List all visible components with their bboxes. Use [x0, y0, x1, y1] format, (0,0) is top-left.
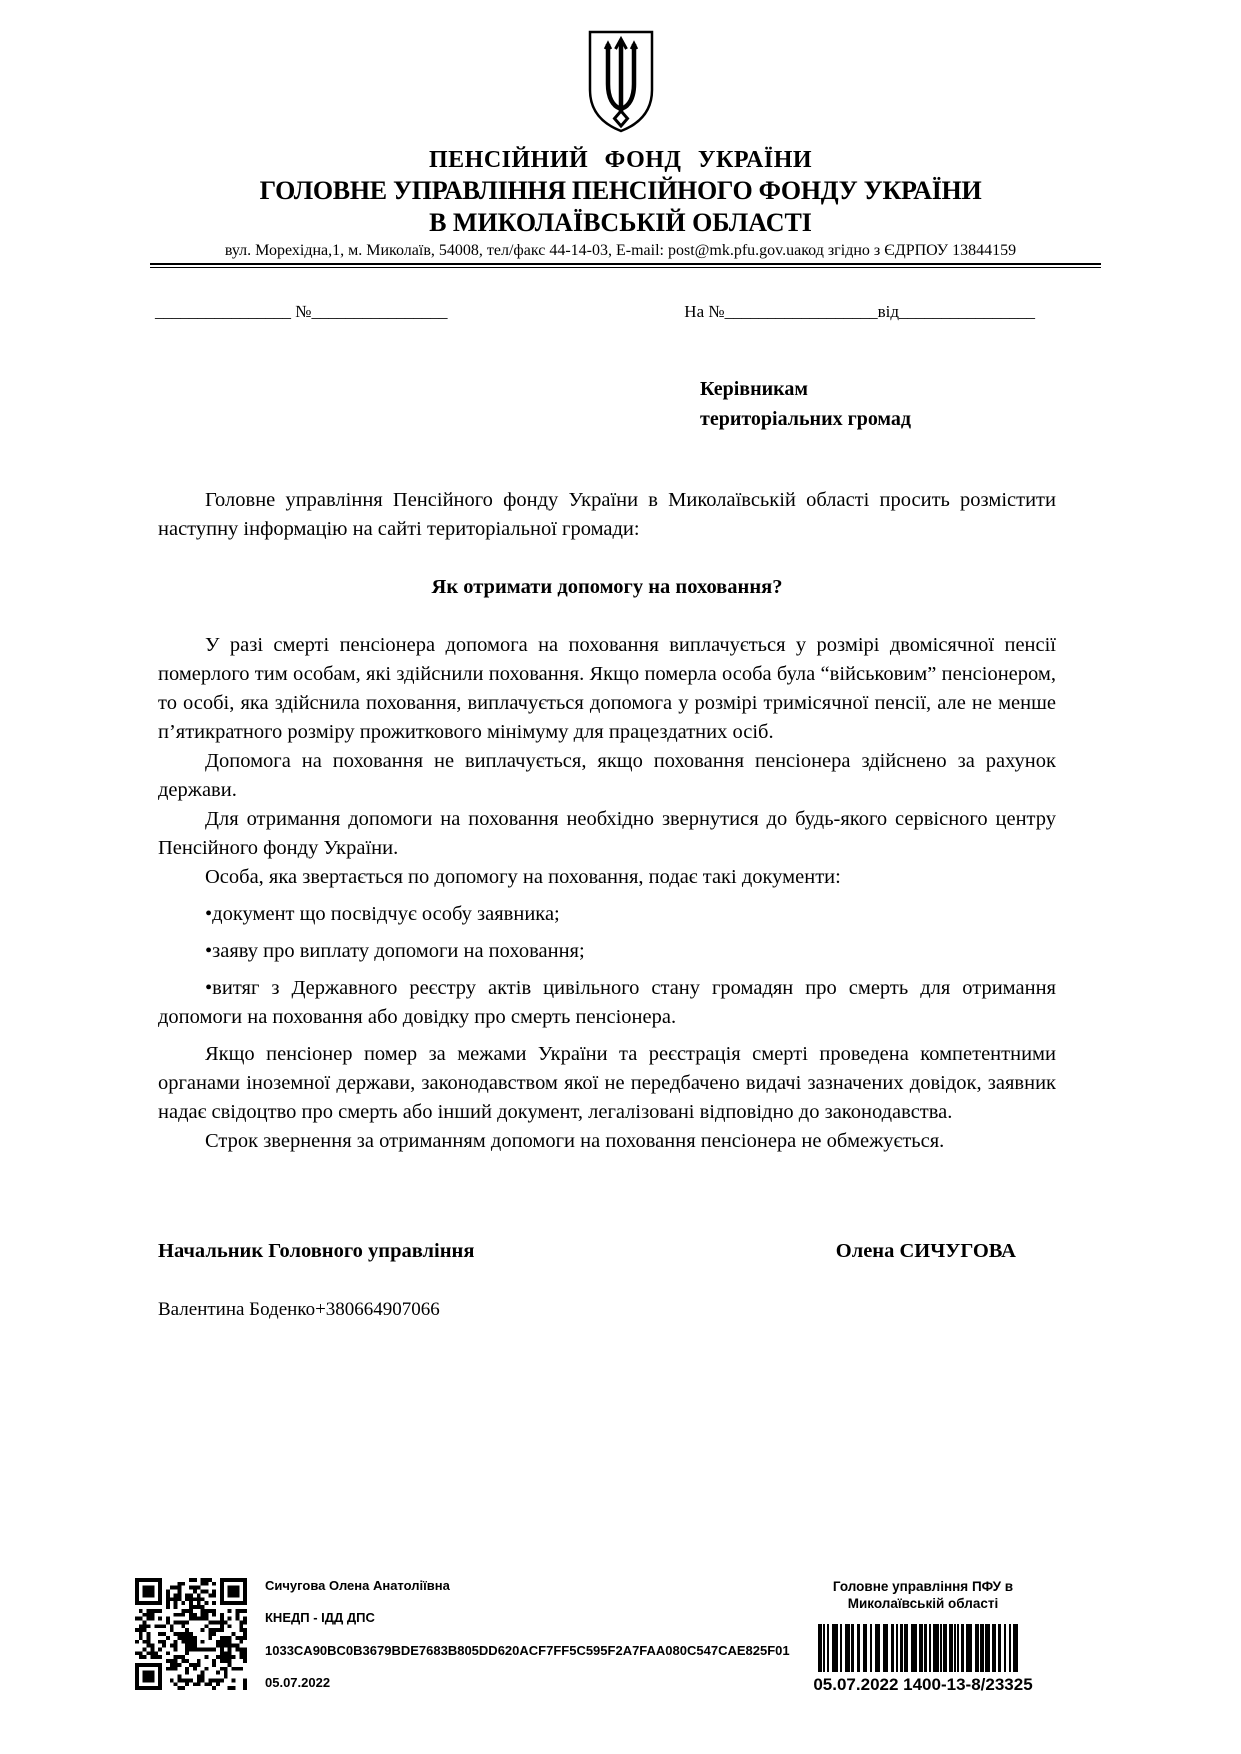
from-label: від [877, 302, 899, 321]
org-name-line2: ГОЛОВНЕ УПРАВЛІННЯ ПЕНСІЙНОГО ФОНДУ УКРАЇНИ [259, 176, 982, 205]
bullet-item-1: •документ що посвідчує особу заявника; [205, 903, 560, 925]
paragraph-3: Для отримання допомоги на поховання необхідно звернутися до будь-якого сервісного центру Пенсійного фонду України. [158, 808, 1056, 859]
stamp-org-line2: Миколаївській області [847, 1596, 999, 1611]
esign-certificate-serial: 1033CA90BC0B3679BDE7683B805DD620ACF7FF5C595F2A7FAA080C547CAE825F01 [265, 1642, 790, 1658]
bullet-item-2: •заяву про виплату допомоги на поховання; [205, 940, 585, 962]
addressee-block [700, 374, 1241, 434]
on-number-label: На № [684, 302, 725, 321]
outgoing-number-line [155, 302, 447, 322]
esign-date: 05.07.2022 [265, 1674, 331, 1690]
esignature-block [135, 1578, 790, 1690]
addressee-line1: Керівникам [700, 378, 808, 400]
signature-row [158, 1240, 1016, 1263]
barcode-icon [818, 1624, 1028, 1672]
letter-heading: Як отримати допомогу на поховання? [431, 576, 783, 598]
paragraph-1: У разі смерті пенсіонера допомога на поховання виплачується у розмірі двомісячної пенсії померлого тим особам, які здійснили поховання. Якщо померла особа була “військовим” пенсіонером, то особі, яка здійснила поховання, виплачується допомога у розмірі тримісячної пенсії, але не менше п’ятикратного розміру прожиткового мінімуму для працездатних осіб. [158, 634, 1056, 743]
org-name-line1: ПЕНСІЙНИЙ ФОНД УКРАЇНИ [428, 147, 813, 173]
esign-signer-name: Сичугова Олена Анатоліївна [265, 1578, 450, 1593]
from-blank: ________________ [899, 302, 1035, 321]
paragraph-6: Строк звернення за отриманням допомоги на поховання пенсіонера не обмежується. [205, 1130, 945, 1152]
stamp-registration-number: 05.07.2022 1400-13-8/23325 [813, 1675, 1033, 1694]
stamp-org-line1: Головне управління ПФУ в [832, 1579, 1014, 1594]
qr-code-icon [135, 1578, 247, 1690]
signer-position: Начальник Головного управління [158, 1240, 475, 1262]
number-blank: ________________ [311, 302, 448, 321]
org-address: вул. Морехідна,1, м. Миколаїв, 54008, тел/факс 44-14-03, E-mail: post@mk.pfu.gov.uaкод згідно з ЄДРПОУ 13844159 [224, 242, 1017, 259]
paragraph-4: Особа, яка звертається по допомогу на поховання, подає такі документи: [205, 866, 841, 888]
reference-row [0, 302, 1241, 322]
number-label: № [295, 302, 312, 321]
intro-paragraph: Головне управління Пенсійного фонду України в Миколаївській області просить розмістити наступну інформацію на сайті територіальної громади: [158, 489, 1056, 540]
bullet-item-3: •витяг з Державного реєстру актів цивільного стану громадян про смерть для отримання допомоги на поховання або довідку про смерть пенсіонера. [158, 977, 1056, 1028]
registration-stamp [805, 1578, 1041, 1695]
addressee-line2: територіальних громад [700, 408, 912, 430]
signer-name: Олена СИЧУГОВА [835, 1240, 1016, 1262]
date-blank: ________________ [155, 302, 291, 321]
paragraph-2: Допомога на поховання не виплачується, якщо поховання пенсіонера здійснено за рахунок держави. [158, 750, 1056, 801]
letterhead-divider [150, 263, 1101, 268]
paragraph-5: Якщо пенсіонер помер за межами України та реєстрація смерті проведена компетентними органами іноземної держави, законодавством якої не передбачено видачі зазначених довідок, заявник надає свідоцтво про смерть або інший документ, легалізовані відповідно до законодавства. [158, 1043, 1056, 1123]
org-name-line3: В МИКОЛАЇВСЬКІЙ ОБЛАСТІ [429, 208, 812, 237]
letter-body [158, 486, 1056, 1156]
esign-authority: КНЕДП - ІДД ДПС [265, 1610, 375, 1626]
incoming-number-line [684, 302, 1035, 322]
ukraine-trident-emblem-icon [583, 28, 659, 141]
letterhead [0, 0, 1241, 268]
on-number-blank: __________________ [724, 302, 878, 321]
executor-contact: Валентина Боденко+380664907066 [158, 1299, 440, 1320]
